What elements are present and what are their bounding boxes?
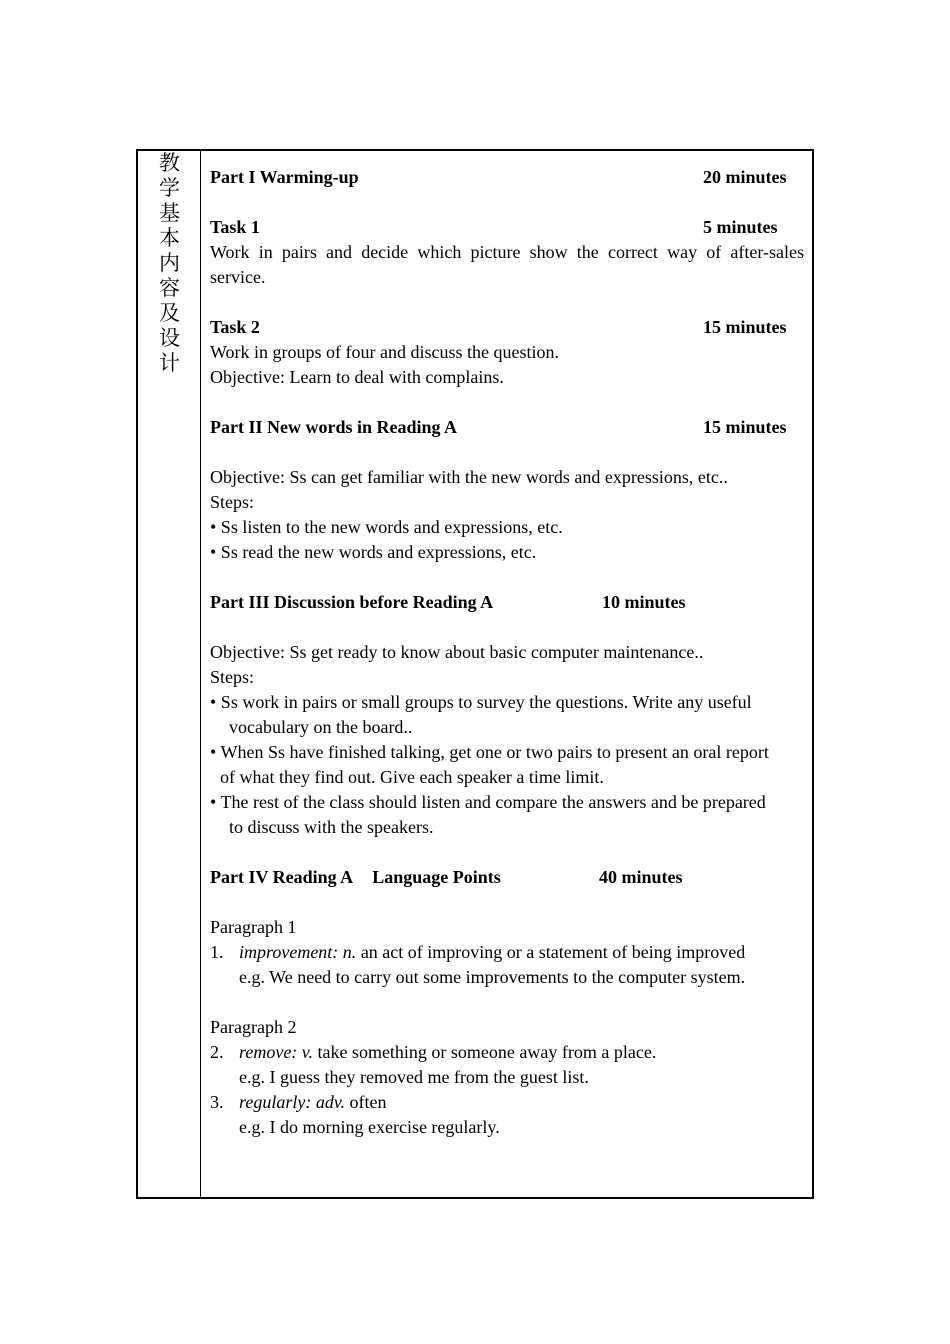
vocab-example: e.g. I do morning exercise regularly. [239,1117,500,1137]
vocab-example: e.g. I guess they removed me from the guest list. [239,1067,589,1087]
part2-objective: Objective: Ss can get familiar with the new words and expressions, etc.. [210,467,728,487]
part3-bullet: • When Ss have finished talking, get one or two pairs to present an oral report [210,742,769,762]
label-char: 教 [159,151,180,175]
vocab-item: 2. remove: v. take something or someone away from a place. [210,1042,657,1062]
part3-objective: Objective: Ss get ready to know about basic computer maintenance.. [210,642,704,662]
vocab-item: 3. regularly: adv. often [210,1092,387,1112]
lesson-plan-table [136,149,814,1199]
part1-time: 20 minutes [703,167,787,187]
part2-steps: Steps: [210,492,255,512]
part2-bullet: • Ss listen to the new words and expressions, etc. [210,517,563,537]
task1-time: 5 minutes [703,217,778,237]
part1-heading: Part I Warming-up 20 minutes [210,165,804,190]
label-char: 容 [159,276,180,300]
label-char: 学 [159,176,180,200]
label-char: 计 [159,351,180,375]
label-char: 本 [159,226,180,250]
part4-time: 40 minutes [599,867,683,887]
label-char: 基 [159,201,180,225]
section-label-cell [138,151,201,1197]
part3-bullet-cont: to discuss with the speakers. [229,817,434,837]
vocab-item: 1. improvement: n. an act of improving or a statement of being improved [210,942,746,962]
part3-steps: Steps: [210,667,255,687]
paragraph-label: Paragraph 2 [210,1017,297,1037]
part3-bullet-cont: vocabulary on the board.. [229,717,413,737]
task2-objective: Objective: Learn to deal with complains. [210,367,504,387]
vocab-term: regularly: adv. [239,1092,345,1112]
part3-time: 10 minutes [602,592,686,612]
label-char: 及 [159,301,180,325]
part3-bullet: • The rest of the class should listen and compare the answers and be prepared [210,792,766,812]
part3-heading: Part III Discussion before Reading A 10 minutes [210,590,804,615]
part2-bullet: • Ss read the new words and expressions, etc. [210,542,537,562]
label-char: 设 [159,326,180,350]
content-cell [210,165,804,1140]
vocab-term: remove: v. [239,1042,313,1062]
task1-text: Work in pairs and decide which picture show the correct way of after-sales [210,242,804,262]
vocab-example: e.g. We need to carry out some improvements to the computer system. [239,967,746,987]
part4-heading: Part IV Reading A Language Points 40 minutes [210,865,804,890]
task1-text-cont: service. [210,267,266,287]
part2-time: 15 minutes [703,417,787,437]
task1-heading: Task 1 5 minutes [210,215,804,240]
label-char: 内 [159,251,180,275]
section-label-vertical [138,151,201,376]
task2-time: 15 minutes [703,317,787,337]
part3-bullet: • Ss work in pairs or small groups to survey the questions. Write any useful [210,692,752,712]
paragraph-label: Paragraph 1 [210,917,297,937]
task2-heading: Task 2 15 minutes [210,315,804,340]
part2-heading: Part II New words in Reading A 15 minutes [210,415,804,440]
task2-text: Work in groups of four and discuss the question. [210,342,560,362]
part3-bullet-cont: of what they find out. Give each speaker a time limit. [220,767,604,787]
vocab-term: improvement: n. [239,942,357,962]
